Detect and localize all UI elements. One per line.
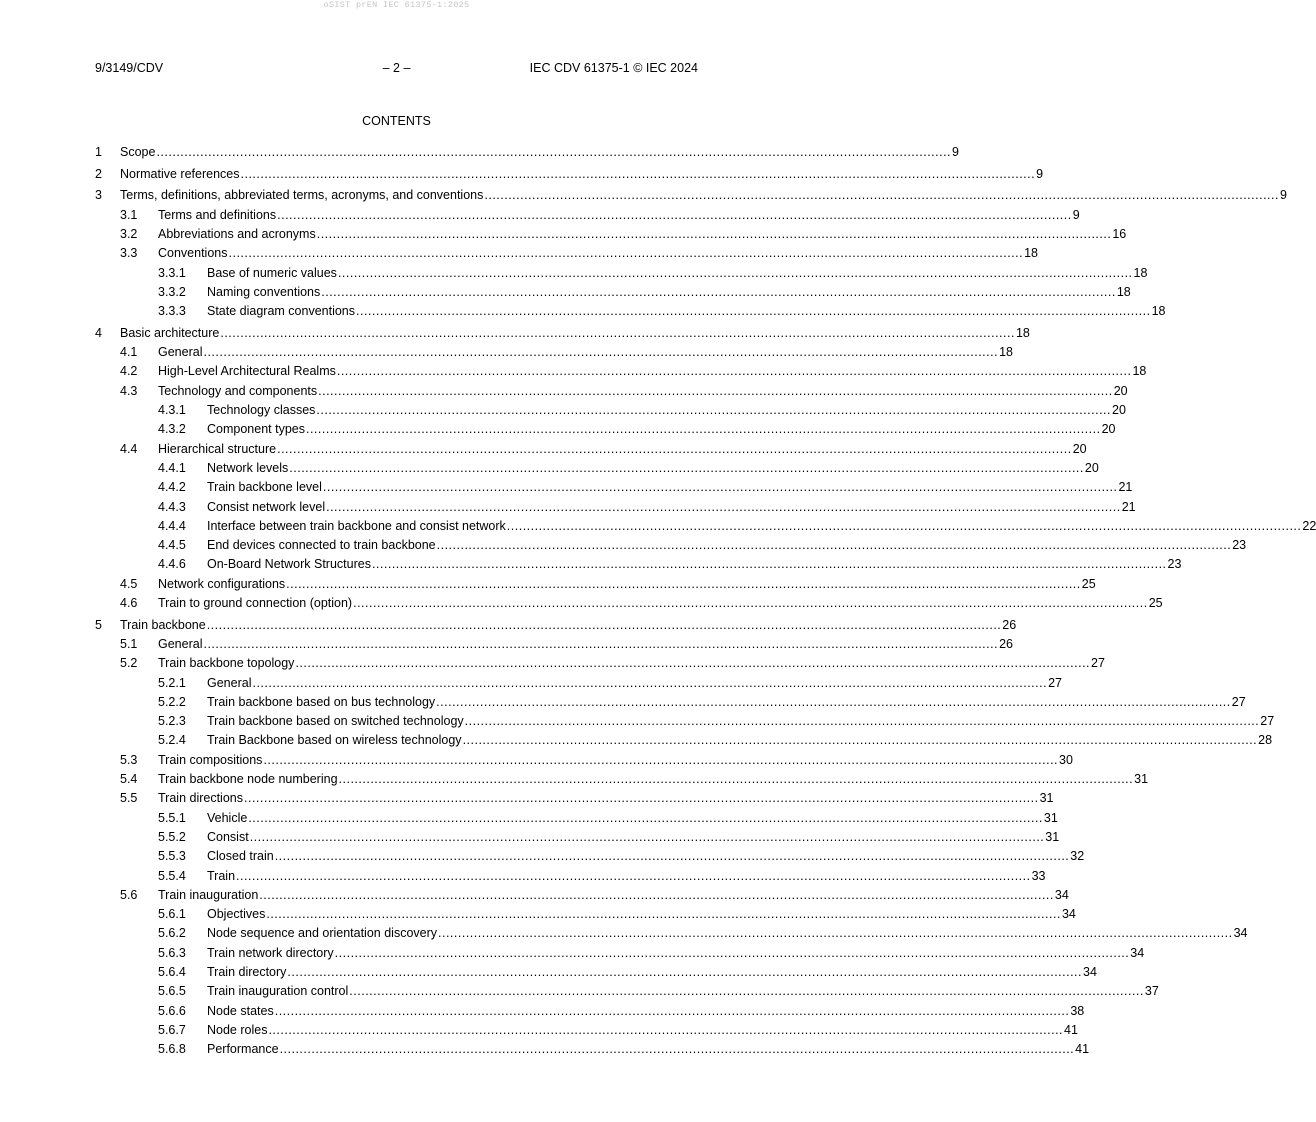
toc-entry-title[interactable]: Node sequence and orientation discovery — [207, 926, 438, 941]
dot-leader: ........................................................................................................................................................................................................ — [295, 656, 1091, 671]
toc-entry-page[interactable]: 34 — [1054, 887, 1069, 902]
toc-entry-title[interactable]: Network configurations — [158, 576, 286, 591]
toc-entry[interactable] — [95, 594, 1163, 613]
toc-entry-title[interactable]: Train inauguration control — [207, 984, 349, 999]
toc-entry-number: 4.4 — [120, 441, 138, 456]
toc-entry-number: 5.6.7 — [158, 1022, 186, 1037]
toc-entry-page[interactable]: 27 — [1048, 675, 1062, 690]
toc-entry-title[interactable]: Train inauguration — [158, 887, 259, 902]
dot-leader: ........................................................................................................................................................................................................ — [464, 714, 1260, 729]
toc-entry-page[interactable]: 21 — [1118, 480, 1133, 495]
toc-entry[interactable] — [95, 555, 1182, 574]
toc-entry-title[interactable]: Technology and components — [158, 383, 318, 398]
toc-entry-page[interactable]: 41 — [1064, 1022, 1078, 1037]
toc-entry[interactable] — [95, 382, 1128, 401]
toc-entry-page[interactable]: 16 — [1112, 226, 1127, 241]
toc-entry-title[interactable]: Abbreviations and acronyms — [158, 226, 316, 241]
dot-leader: ........................................................................................................................................................................................................ — [220, 325, 1015, 340]
toc-entry[interactable] — [95, 944, 1145, 963]
toc-entry[interactable] — [95, 751, 1073, 770]
dot-leader: ........................................................................................................................................................................................................ — [156, 145, 952, 159]
dot-leader: ........................................................................................................................................................................................................ — [266, 907, 1061, 922]
toc-entry-title[interactable]: Naming conventions — [207, 284, 321, 299]
toc-entry-page[interactable]: 26 — [999, 636, 1013, 651]
toc-entry-number: 5.6.4 — [158, 965, 186, 980]
toc-entry-number: 4.4.4 — [158, 518, 186, 533]
toc-entry-title[interactable]: Consist — [207, 829, 249, 844]
dot-leader: ........................................................................................................................................................................................................ — [322, 480, 1118, 495]
toc-entry-page[interactable]: 20 — [1072, 441, 1087, 456]
dot-leader: ........................................................................................................................................................................................................ — [436, 538, 1232, 553]
toc-entry-title[interactable]: Objectives — [207, 907, 266, 922]
toc-entry[interactable] — [95, 143, 959, 162]
page-title: CONTENTS — [362, 114, 431, 128]
toc-entry-title[interactable]: General — [158, 636, 203, 651]
dot-leader: ........................................................................................................................................................................................................ — [249, 829, 1045, 844]
toc-entry-page[interactable]: 23 — [1167, 557, 1182, 572]
toc-entry-title[interactable]: Train compositions — [158, 752, 263, 767]
toc-entry-title[interactable]: Performance — [207, 1042, 279, 1057]
page-number: – 2 – — [382, 61, 411, 75]
toc-entry[interactable] — [95, 575, 1096, 594]
toc-entry[interactable] — [95, 401, 1126, 420]
toc-entry-title[interactable]: Component types — [207, 422, 305, 437]
toc-entry[interactable] — [95, 283, 1131, 302]
toc-entry[interactable] — [95, 712, 1275, 731]
toc-entry-number: 5.6.1 — [158, 907, 186, 922]
toc-entry[interactable] — [95, 1021, 1078, 1040]
toc-entry-number: 4.4.5 — [158, 538, 186, 553]
toc-entry-title[interactable]: General — [207, 675, 252, 690]
toc-entry-title[interactable]: Scope — [120, 145, 156, 159]
toc-entry-title[interactable]: Technology classes — [207, 403, 316, 418]
dot-leader: ........................................................................................................................................................................................................ — [438, 926, 1233, 941]
toc-entry-title[interactable]: Train to ground connection (option) — [158, 596, 353, 610]
toc-entry[interactable] — [95, 616, 1017, 635]
toc-entry-title[interactable]: Train directory — [207, 965, 287, 980]
toc-entry-title[interactable]: Basic architecture — [120, 325, 220, 340]
toc-entry-number: 5.3 — [120, 752, 138, 767]
toc-entry-page[interactable]: 18 — [1015, 325, 1030, 340]
toc-entry-page[interactable]: 9 — [952, 145, 959, 159]
toc-entry-number: 5.6 — [120, 887, 138, 902]
toc-entry-number: 4.3 — [120, 383, 138, 398]
toc-entry-title[interactable]: Train network directory — [207, 945, 334, 960]
dot-leader: ........................................................................................................................................................................................................ — [206, 617, 1002, 632]
dot-leader: ........................................................................................................................................................................................................ — [462, 733, 1258, 748]
toc-entry-number: 3.1 — [120, 207, 138, 222]
document-reference: 9/3149/CDV — [95, 61, 164, 75]
dot-leader: ........................................................................................................................................................................................................ — [353, 596, 1148, 610]
dot-leader: ........................................................................................................................................................................................................ — [289, 460, 1084, 475]
toc-entry-page[interactable]: 30 — [1059, 752, 1073, 767]
toc-entry[interactable] — [95, 440, 1087, 459]
toc-entry-page[interactable]: 31 — [1043, 810, 1058, 825]
toc-entry[interactable] — [95, 459, 1099, 478]
toc-entry-page[interactable]: 9 — [1036, 166, 1044, 181]
toc-entry-page[interactable]: 28 — [1258, 733, 1273, 748]
toc-entry[interactable] — [95, 186, 1287, 205]
toc-entry-page[interactable]: 23 — [1232, 538, 1247, 553]
toc-entry-page[interactable]: 25 — [1148, 596, 1163, 610]
toc-entry[interactable] — [95, 343, 1013, 362]
toc-entry-number: 5.2.4 — [158, 733, 186, 748]
toc-entry-page[interactable]: 20 — [1101, 422, 1116, 437]
toc-entry-page[interactable]: 18 — [1133, 265, 1148, 280]
toc-entry-page[interactable]: 9 — [1072, 207, 1080, 222]
dot-leader: ........................................................................................................................................................................................................ — [334, 945, 1130, 960]
toc-entry[interactable] — [95, 654, 1105, 673]
toc-entry-title[interactable]: Train backbone level — [207, 480, 322, 495]
toc-entry[interactable] — [95, 165, 1044, 184]
toc-entry-title[interactable]: Closed train — [207, 849, 274, 864]
toc-entry[interactable] — [95, 498, 1136, 517]
toc-entry-number: 4.4.3 — [158, 499, 186, 514]
dot-leader: ........................................................................................................................................................................................................ — [244, 791, 1039, 806]
dot-leader: ........................................................................................................................................................................................................ — [277, 441, 1072, 456]
dot-leader: ........................................................................................................................................................................................................ — [259, 887, 1054, 902]
toc-entry-title[interactable]: End devices connected to train backbone — [207, 538, 436, 553]
toc-entry-page[interactable]: 18 — [1116, 284, 1131, 299]
toc-entry-number: 4 — [95, 325, 102, 340]
toc-entry-title[interactable]: Train backbone topology — [158, 656, 295, 671]
dot-leader: ........................................................................................................................................................................................................ — [316, 403, 1111, 418]
toc-entry-number: 1 — [95, 145, 102, 159]
toc-entry-number: 5.5.2 — [158, 829, 186, 844]
toc-entry-page[interactable]: 18 — [999, 345, 1013, 360]
toc-entry-page[interactable]: 38 — [1070, 1003, 1085, 1018]
toc-entry-title[interactable]: Vehicle — [207, 810, 248, 825]
toc-entry-number: 5.6.8 — [158, 1042, 186, 1057]
toc-entry-number: 5.6.2 — [158, 926, 186, 941]
toc-entry[interactable] — [95, 517, 1316, 536]
toc-entry-page[interactable]: 37 — [1144, 984, 1159, 999]
toc-entry-page[interactable]: 31 — [1134, 772, 1149, 787]
toc-entry-title[interactable]: Conventions — [158, 246, 228, 261]
toc-entry-page[interactable]: 9 — [1279, 188, 1287, 203]
toc-entry-number: 5.2.1 — [158, 675, 186, 690]
dot-leader: ........................................................................................................................................................................................................ — [336, 364, 1132, 379]
toc-entry[interactable] — [95, 674, 1062, 693]
toc-entry-page[interactable]: 20 — [1112, 403, 1126, 418]
toc-entry[interactable] — [95, 886, 1069, 905]
toc-entry-title[interactable]: Train backbone node numbering — [158, 772, 338, 787]
dot-leader: ........................................................................................................................................................................................................ — [305, 422, 1101, 437]
toc-entry-number: 3.2 — [120, 226, 138, 241]
toc-entry-number: 4.6 — [120, 596, 138, 610]
toc-entry-title[interactable]: Hierarchical structure — [158, 441, 277, 456]
toc-entry[interactable] — [95, 206, 1080, 225]
toc-entry-page[interactable]: 27 — [1231, 694, 1246, 709]
toc-entry[interactable] — [95, 693, 1246, 712]
toc-entry-page[interactable]: 34 — [1061, 907, 1076, 922]
toc-entry[interactable] — [95, 963, 1097, 982]
table-of-contents — [95, 143, 1316, 1060]
toc-entry-number: 5.2 — [120, 656, 138, 671]
toc-entry[interactable] — [95, 302, 1166, 321]
toc-entry[interactable] — [95, 420, 1116, 439]
toc-entry-title[interactable]: Train backbone based on switched technology — [207, 714, 464, 729]
page-header — [95, 61, 698, 77]
dot-leader: ........................................................................................................................................................................................................ — [326, 499, 1121, 514]
dot-leader: ........................................................................................................................................................................................................ — [279, 1042, 1075, 1057]
toc-entry-number: 4.1 — [120, 345, 138, 360]
toc-entry-number: 5.5 — [120, 791, 138, 806]
toc-entry[interactable] — [95, 982, 1159, 1001]
toc-entry-page[interactable]: 27 — [1260, 714, 1275, 729]
toc-entry[interactable] — [95, 905, 1076, 924]
dot-leader: ........................................................................................................................................................................................................ — [203, 636, 999, 651]
toc-entry-page[interactable]: 41 — [1075, 1042, 1090, 1057]
dot-leader: ........................................................................................................................................................................................................ — [274, 1003, 1070, 1018]
toc-entry-page[interactable]: 34 — [1083, 965, 1097, 980]
toc-entry-number: 5.6.5 — [158, 984, 186, 999]
toc-entry[interactable] — [95, 264, 1148, 283]
dot-leader: ........................................................................................................................................................................................................ — [436, 694, 1231, 709]
toc-entry-page[interactable]: 26 — [1002, 617, 1017, 632]
toc-entry-page[interactable]: 25 — [1081, 576, 1096, 591]
dot-leader: ........................................................................................................................................................................................................ — [349, 984, 1144, 999]
toc-entry-page[interactable]: 33 — [1031, 868, 1046, 883]
toc-entry[interactable] — [95, 1002, 1085, 1021]
toc-entry-page[interactable]: 27 — [1091, 656, 1105, 671]
toc-entry-title[interactable]: Consist network level — [207, 499, 326, 514]
dot-leader: ........................................................................................................................................................................................................ — [203, 345, 999, 360]
dot-leader: ........................................................................................................................................................................................................ — [236, 868, 1031, 883]
dot-leader: ........................................................................................................................................................................................................ — [287, 965, 1083, 980]
toc-entry[interactable] — [95, 847, 1085, 866]
toc-entry[interactable] — [95, 635, 1013, 654]
toc-entry-title[interactable]: Normative references — [120, 166, 240, 181]
toc-entry[interactable] — [95, 789, 1054, 808]
toc-entry-title[interactable]: On-Board Network Structures — [207, 557, 371, 572]
toc-entry-page[interactable]: 32 — [1070, 849, 1085, 864]
toc-entry-number: 5.2.2 — [158, 694, 186, 709]
toc-entry-title[interactable]: Train — [207, 868, 236, 883]
toc-entry-number: 2 — [95, 166, 102, 181]
toc-entry-page[interactable]: 20 — [1113, 383, 1128, 398]
toc-entry-number: 3.3.1 — [158, 265, 186, 280]
toc-entry[interactable] — [95, 536, 1247, 555]
toc-entry-number: 5.4 — [120, 772, 138, 787]
toc-entry-page[interactable]: 22 — [1302, 518, 1316, 533]
toc-entry-number: 4.4.1 — [158, 460, 186, 475]
dot-leader: ........................................................................................................................................................................................................ — [338, 772, 1134, 787]
toc-entry-page[interactable]: 31 — [1039, 791, 1054, 806]
toc-entry-title[interactable]: Train Backbone based on wireless technology — [207, 733, 462, 748]
toc-entry[interactable] — [95, 225, 1127, 244]
toc-entry-title[interactable]: Interface between train backbone and consist network — [207, 518, 506, 533]
toc-entry-number: 5.5.4 — [158, 868, 186, 883]
toc-entry-page[interactable]: 18 — [1132, 364, 1147, 379]
dot-leader: ........................................................................................................................................................................................................ — [318, 383, 1113, 398]
toc-entry[interactable] — [95, 478, 1133, 497]
dot-leader: ........................................................................................................................................................................................................ — [263, 752, 1059, 767]
toc-entry-page[interactable]: 20 — [1084, 460, 1099, 475]
toc-entry-title[interactable]: Train directions — [158, 791, 243, 806]
toc-entry-title[interactable]: Network levels — [207, 460, 289, 475]
toc-entry[interactable] — [95, 324, 1030, 343]
toc-entry[interactable] — [95, 1040, 1090, 1059]
standard-identifier: IEC CDV 61375-1 © IEC 2024 — [529, 61, 698, 75]
dot-leader: ........................................................................................................................................................................................................ — [506, 518, 1302, 533]
toc-entry-number: 3.3.3 — [158, 304, 186, 319]
toc-entry-number: 4.4.6 — [158, 557, 186, 572]
toc-entry[interactable] — [95, 770, 1149, 789]
dot-leader: ........................................................................................................................................................................................................ — [337, 265, 1133, 280]
toc-entry-page[interactable]: 21 — [1121, 499, 1136, 514]
dot-leader: ........................................................................................................................................................................................................ — [268, 1022, 1064, 1037]
toc-entry-title[interactable]: High-Level Architectural Realms — [158, 364, 336, 379]
toc-entry-number: 5.5.1 — [158, 810, 186, 825]
dot-leader: ........................................................................................................................................................................................................ — [484, 188, 1279, 203]
toc-entry-number: 5.1 — [120, 636, 138, 651]
toc-entry-number: 5.6.6 — [158, 1003, 186, 1018]
toc-entry[interactable] — [95, 362, 1147, 381]
dot-leader: ........................................................................................................................................................................................................ — [240, 166, 1036, 181]
toc-entry-page[interactable]: 18 — [1024, 246, 1038, 261]
toc-entry-number: 5.6.3 — [158, 945, 186, 960]
dot-leader: ........................................................................................................................................................................................................ — [248, 810, 1043, 825]
dot-leader: ........................................................................................................................................................................................................ — [316, 226, 1112, 241]
toc-entry-number: 4.3.1 — [158, 403, 186, 418]
toc-entry-number: 5.2.3 — [158, 714, 186, 729]
dot-leader: ........................................................................................................................................................................................................ — [371, 557, 1167, 572]
toc-entry-number: 4.4.2 — [158, 480, 186, 495]
toc-entry-title[interactable]: Train backbone — [120, 617, 206, 632]
toc-entry-number: 3.3 — [120, 246, 138, 261]
toc-entry-number: 5 — [95, 617, 102, 632]
toc-entry-title[interactable]: Node roles — [207, 1022, 268, 1037]
toc-entry[interactable] — [95, 924, 1248, 943]
toc-entry-title[interactable]: General — [158, 345, 203, 360]
toc-entry[interactable] — [95, 828, 1060, 847]
toc-entry-page[interactable]: 18 — [1151, 304, 1166, 319]
dot-leader: ........................................................................................................................................................................................................ — [277, 207, 1072, 222]
watermark: oSIST prEN IEC 61375-1:2025 — [323, 0, 470, 10]
dot-leader: ........................................................................................................................................................................................................ — [274, 849, 1070, 864]
toc-entry-number: 3.3.2 — [158, 284, 186, 299]
toc-entry-number: 4.2 — [120, 364, 138, 379]
dot-leader: ........................................................................................................................................................................................................ — [356, 304, 1151, 319]
toc-entry[interactable] — [95, 809, 1058, 828]
toc-entry-title[interactable]: Terms and definitions — [158, 207, 277, 222]
toc-entry-page[interactable]: 31 — [1045, 829, 1060, 844]
toc-entry-page[interactable]: 34 — [1130, 945, 1145, 960]
dot-leader: ........................................................................................................................................................................................................ — [321, 284, 1116, 299]
dot-leader: ........................................................................................................................................................................................................ — [286, 576, 1081, 591]
toc-entry-title[interactable]: Base of numeric values — [207, 265, 337, 280]
toc-entry-title[interactable]: Terms, definitions, abbreviated terms, acronyms, and conventions — [120, 188, 484, 203]
toc-entry[interactable] — [95, 731, 1273, 750]
toc-entry-page[interactable]: 34 — [1233, 926, 1248, 941]
dot-leader: ........................................................................................................................................................................................................ — [228, 246, 1024, 261]
toc-entry-number: 4.5 — [120, 576, 138, 591]
toc-entry-title[interactable]: Node states — [207, 1003, 274, 1018]
toc-entry[interactable] — [95, 244, 1038, 263]
toc-entry-number: 5.5.3 — [158, 849, 186, 864]
toc-entry-title[interactable]: State diagram conventions — [207, 304, 356, 319]
toc-entry[interactable] — [95, 867, 1046, 886]
toc-entry-number: 4.3.2 — [158, 422, 186, 437]
toc-entry-number: 3 — [95, 188, 102, 203]
dot-leader: ........................................................................................................................................................................................................ — [252, 675, 1048, 690]
toc-entry-title[interactable]: Train backbone based on bus technology — [207, 694, 436, 709]
